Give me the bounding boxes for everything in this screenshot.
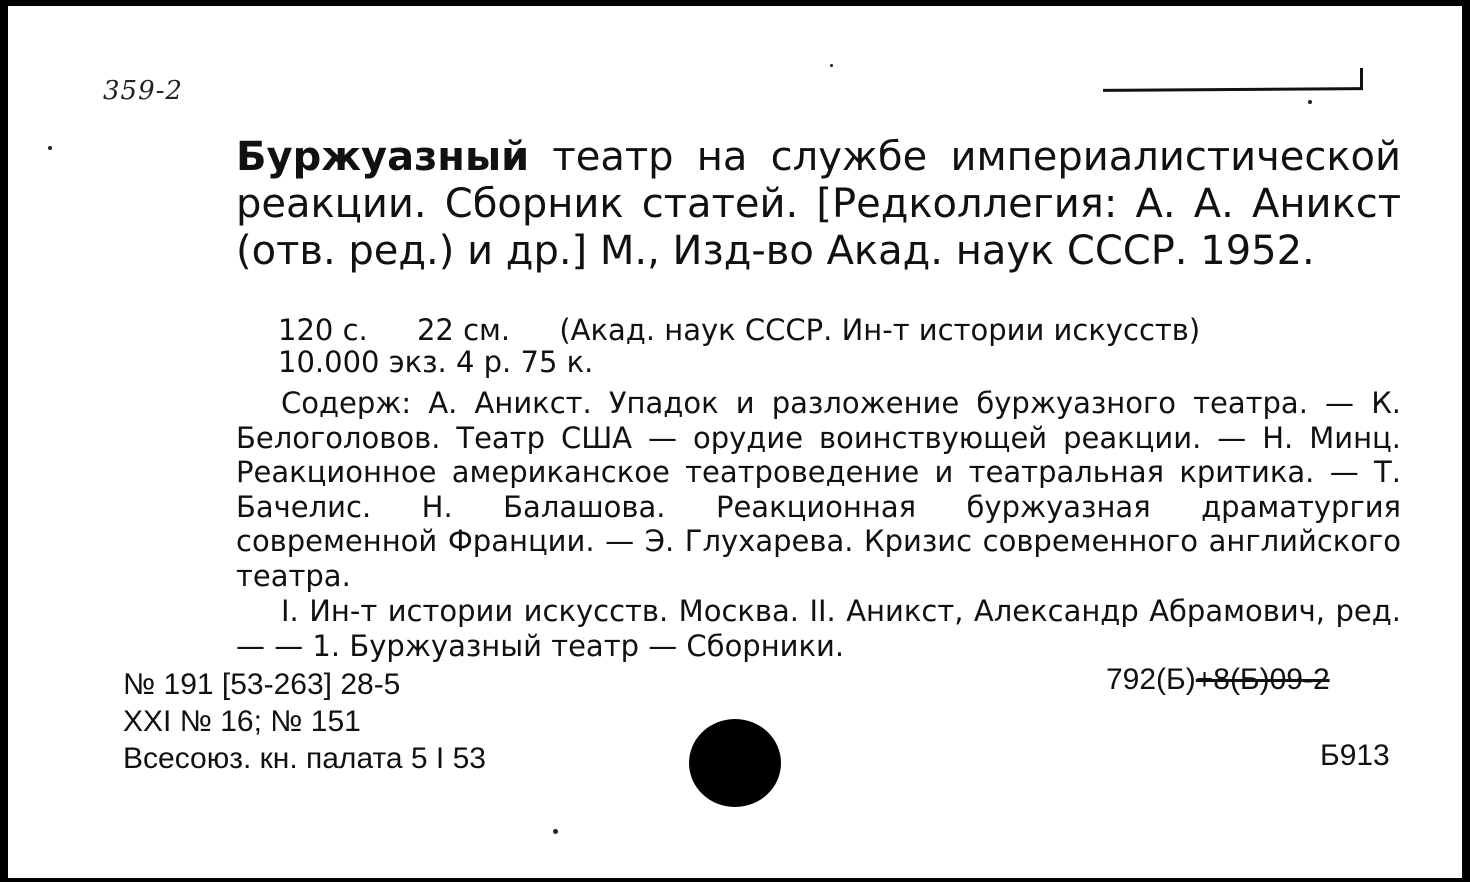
record-meta [123, 666, 486, 777]
collation-pages: 120 с. [278, 313, 368, 347]
title-block [236, 134, 1401, 275]
title-lead: Буржуазный [236, 134, 530, 180]
collation-size: 22 см. [416, 313, 511, 347]
record-series: XXI № 16; № 151 [123, 705, 361, 738]
tracings: I. Ин-т истории искусств. Москва. II. Аникст, Александр Абрамович, ред. — — 1. Буржуазный театр — Сборники. [236, 594, 1401, 663]
punch-hole [689, 719, 781, 807]
top-line-tick-mark [1360, 68, 1363, 90]
shelf-mark-current: 792(Б) [1106, 663, 1196, 696]
collation-print: 10.000 экз. 4 р. 75 к. [278, 345, 594, 379]
speck [830, 64, 833, 67]
speck [553, 829, 558, 834]
contents-note: Содерж: А. Аникст. Упадок и разложение буржуазного театра. — К. Белоголовов. Театр США — орудие воинствующей реакции. — Н. Минц. Реакционное американское театроведение и театральная критика. — Т. Бачелис. Н. Балашова. Реакционная буржуазная драматургия современной Франции. — Э. Глухарева. Кризис современного английского театра. [236, 386, 1401, 593]
title-rest: театр на службе империалистической реакции. Сборник статей. [Редколлегия: А. А. Аникст (отв. ред.) и др.] М., Изд-во Акад. наук СССР. 1952. [236, 134, 1401, 274]
record-number: № 191 [53-263] 28-5 [123, 668, 401, 701]
collation [278, 314, 1398, 378]
speck [1308, 100, 1312, 104]
shelf-mark [1106, 663, 1330, 697]
speck [48, 146, 52, 150]
top-line-mark [1103, 87, 1363, 92]
handwritten-number: 359-2 [103, 76, 183, 106]
chamber-stamp: Всесоюз. кн. палата 5 I 53 [123, 742, 486, 775]
card-code: Б913 [1320, 739, 1390, 772]
collation-series: (Акад. наук СССР. Ин-т истории искусств) [559, 313, 1201, 347]
shelf-mark-struck: +8(Б)09-2 [1195, 663, 1330, 696]
catalog-card [8, 6, 1462, 878]
